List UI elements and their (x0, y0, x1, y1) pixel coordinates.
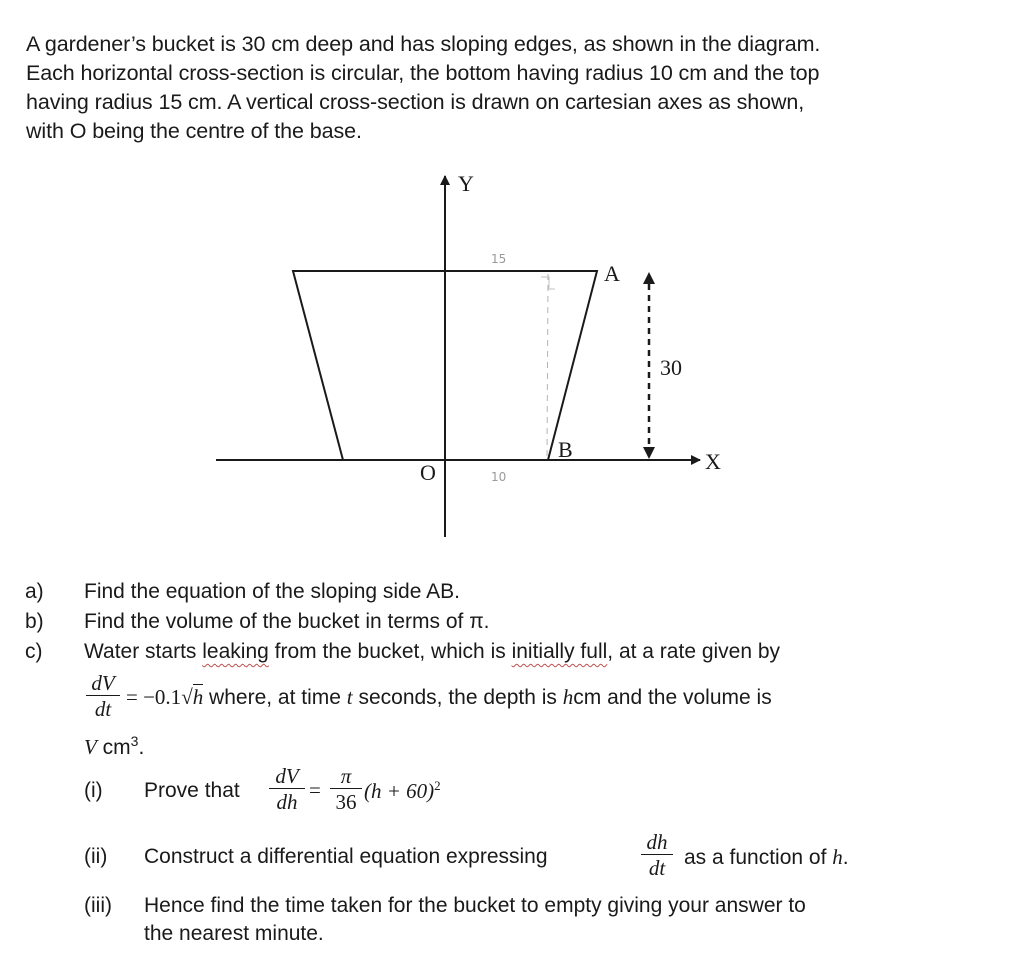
depth-label: 30 (660, 355, 682, 380)
part-i-rhs-numerator: π (330, 764, 362, 789)
unit-cm: cm (96, 736, 131, 759)
intro-line-4: with O being the centre of the base. (26, 119, 362, 143)
part-iii-label: (iii) (84, 894, 112, 917)
part-ii-text-post (684, 845, 849, 870)
part-iii-line-1: Hence find the time taken for the bucket to empty giving your answer to (144, 894, 806, 917)
line-end-period: . (138, 736, 145, 759)
question-c-text-post: , at a rate given by (607, 640, 781, 663)
part-i-lhs-numerator: dV (269, 764, 305, 789)
part-i-rhs-fraction (330, 764, 362, 815)
question-a-text: Find the equation of the sloping side AB. (84, 580, 460, 603)
part-ii-period: . (842, 846, 849, 869)
question-c-line-1 (84, 640, 780, 664)
question-c-text-mid: from the bucket, which is (268, 640, 512, 663)
spellcheck-phrase-initially-full: initially full (511, 640, 608, 663)
part-i-lhs-denominator: dh (276, 790, 298, 814)
variable-v: V (84, 735, 97, 759)
handwritten-top-radius: 15 (491, 252, 507, 266)
pencil-dashed-line (547, 274, 548, 458)
question-b-text: Find the volume of the bucket in terms of π. (84, 610, 490, 633)
part-i-lhs-fraction (269, 764, 305, 815)
part-ii-text-post-words: as a function of (684, 846, 827, 869)
part-i-label: (i) (84, 779, 103, 802)
y-axis-label: Y (458, 171, 474, 196)
rate-fraction-dv-dt (86, 671, 120, 722)
depth-arrow-bottom (643, 447, 655, 459)
variable-h: h (562, 685, 574, 709)
rate-fraction-denominator: dt (94, 697, 112, 721)
point-b-label: B (558, 437, 573, 462)
sqrt-symbol: √ (181, 685, 193, 709)
part-ii-fraction-denominator: dt (648, 856, 666, 880)
handwritten-bottom-radius: 10 (491, 470, 507, 484)
point-a-label: A (604, 261, 620, 286)
part-iii-line-2: the nearest minute. (144, 922, 324, 945)
question-b-label: b) (25, 610, 44, 633)
part-ii-variable-h: h (832, 845, 843, 869)
question-c-line-2b: seconds, the depth is (352, 686, 563, 709)
intro-line-1: A gardener’s bucket is 30 cm deep and has sloping edges, as shown in the diagram. (26, 32, 821, 56)
unit-exponent: 3 (130, 733, 139, 749)
part-i-text: Prove that (144, 779, 240, 802)
question-a-label: a) (25, 580, 44, 603)
part-ii-fraction-numerator: dh (641, 830, 673, 855)
origin-label: O (420, 460, 436, 485)
intro-line-2: Each horizontal cross-section is circular, the bottom having radius 10 cm and the top (26, 61, 820, 85)
part-i-rhs-denominator: 36 (335, 790, 357, 814)
part-ii-fraction-dh-dt (641, 830, 673, 881)
part-ii-text-pre: Construct a differential equation expressing (144, 845, 548, 868)
part-i-equals: = (309, 778, 321, 802)
question-c-line-3 (84, 733, 144, 760)
intro-line-3: having radius 15 cm. A vertical cross-section is drawn on cartesian axes as shown, (26, 90, 805, 114)
sqrt-variable: h (192, 685, 204, 709)
question-c-line-2a: where, at time (203, 686, 347, 709)
question-c-label: c) (25, 640, 43, 663)
variable-t: t (346, 685, 353, 709)
part-i-rhs-exponent: 2 (434, 778, 441, 793)
question-c-line-2c: cm and the volume is (573, 686, 772, 709)
part-i-rhs-expression: (h + 60) (364, 779, 435, 803)
part-ii-label: (ii) (84, 845, 108, 868)
rate-equation-rhs (126, 685, 772, 710)
part-i-rhs-tail (364, 778, 441, 804)
depth-arrow-top (643, 272, 655, 284)
spellcheck-word-leaking: leaking (202, 640, 269, 663)
x-axis-label: X (705, 449, 721, 474)
rate-rhs-value: = −0.1 (126, 685, 182, 709)
question-c-text-pre: Water starts (84, 640, 203, 663)
rate-fraction-numerator: dV (86, 671, 120, 696)
